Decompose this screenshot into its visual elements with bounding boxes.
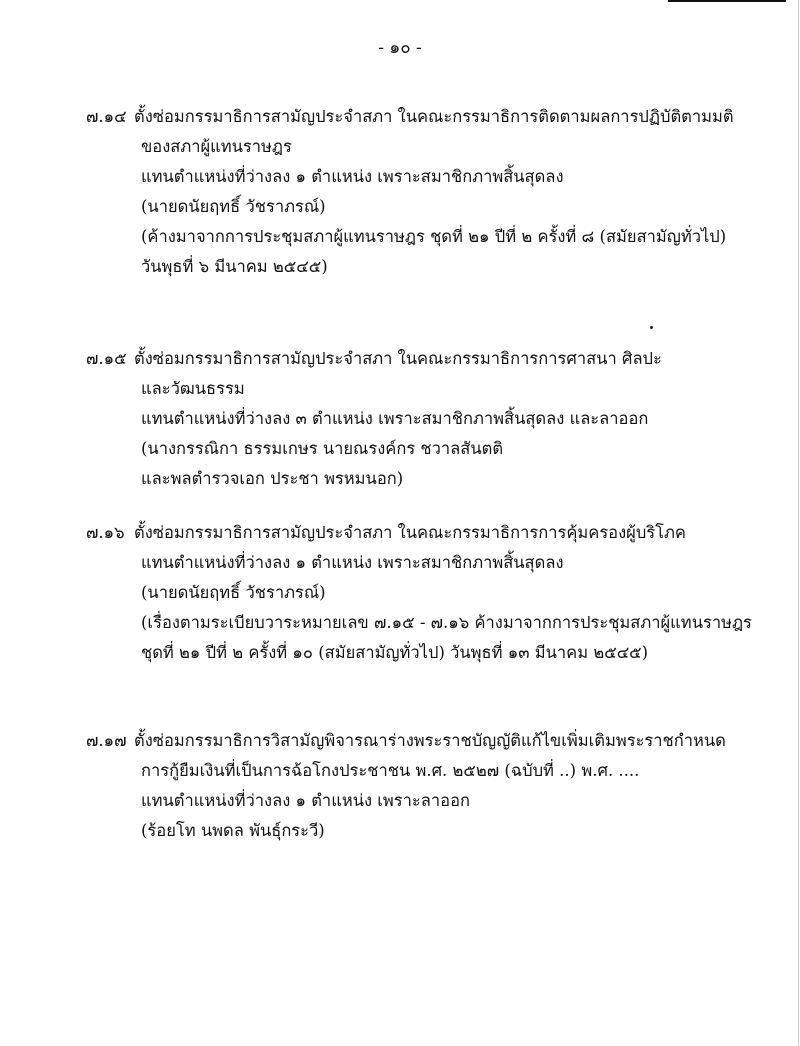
agenda-item-7-17: [86, 726, 776, 846]
item-line: [86, 434, 776, 464]
item-line: [86, 518, 776, 548]
item-line: [86, 404, 776, 434]
item-text: แทนตำแหน่งที่ว่างลง ๑ ตำแหน่ง เพราะสมาชิกภาพสิ้นสุดลง: [141, 167, 564, 186]
item-number: ๗.๑๔: [86, 107, 127, 126]
item-number: ๗.๑๕: [86, 349, 127, 368]
item-line: [86, 222, 776, 252]
item-number: ๗.๑๖: [86, 523, 125, 542]
item-text: (นางกรรณิกา ธรรมเกษร นายณรงค์กร ชวาลสันตติ: [141, 439, 504, 458]
item-text: แทนตำแหน่งที่ว่างลง ๑ ตำแหน่ง เพราะลาออก: [141, 791, 470, 810]
agenda-item-7-16: [86, 518, 776, 668]
item-line: [86, 548, 776, 578]
top-edge-line: [668, 0, 786, 2]
item-title: ตั้งซ่อมกรรมาธิการวิสามัญพิจารณาร่างพระราชบัญญัติแก้ไขเพิ่มเติมพระราชกำหนด: [134, 731, 726, 750]
item-text: (นายดนัยฤทธิ์ วัชราภรณ์): [141, 197, 326, 216]
scan-speck: [650, 326, 653, 329]
item-line: [86, 608, 776, 638]
agenda-item-7-14: [86, 102, 776, 282]
item-line: [86, 344, 776, 374]
item-text: แทนตำแหน่งที่ว่างลง ๓ ตำแหน่ง เพราะสมาชิกภาพสิ้นสุดลง และลาออก: [141, 409, 649, 428]
item-line: [86, 132, 776, 162]
item-line: [86, 464, 776, 494]
item-text: (ค้างมาจากการประชุมสภาผู้แทนราษฎร ชุดที่ ๒๑ ปีที่ ๒ ครั้งที่ ๘ (สมัยสามัญทั่วไป): [141, 227, 727, 246]
item-line: [86, 102, 776, 132]
item-line: [86, 374, 776, 404]
item-line: [86, 578, 776, 608]
item-line: [86, 192, 776, 222]
item-number: ๗.๑๗: [86, 731, 127, 750]
scan-edge: [798, 0, 799, 1046]
item-line: [86, 756, 776, 786]
item-line: [86, 816, 776, 846]
item-text: ของสภาผู้แทนราษฎร: [141, 137, 292, 156]
item-text: การกู้ยืมเงินที่เป็นการฉ้อโกงประชาชน พ.ศ. ๒๕๒๗ (ฉบับที่ ..) พ.ศ. ....: [141, 761, 640, 780]
agenda-item-7-15: [86, 344, 776, 494]
item-text: และพลตำรวจเอก ประชา พรหมนอก): [141, 469, 404, 488]
item-title: ตั้งซ่อมกรรมาธิการสามัญประจำสภา ในคณะกรรมาธิการการศาสนา ศิลปะ: [134, 349, 662, 368]
item-text: (เรื่องตามระเบียบวาระหมายเลข ๗.๑๕ - ๗.๑๖ ค้างมาจากการประชุมสภาผู้แทนราษฎร: [141, 613, 752, 632]
item-line: [86, 786, 776, 816]
page-number: - ๑๐ -: [378, 38, 422, 58]
item-line: [86, 252, 776, 282]
item-text: ชุดที่ ๒๑ ปีที่ ๒ ครั้งที่ ๑๐ (สมัยสามัญทั่วไป) วันพุธที่ ๑๓ มีนาคม ๒๕๔๕): [141, 643, 649, 662]
item-line: [86, 162, 776, 192]
item-text: และวัฒนธรรม: [141, 379, 245, 398]
item-text: (นายดนัยฤทธิ์ วัชราภรณ์): [141, 583, 326, 602]
item-line: [86, 726, 776, 756]
item-text: แทนตำแหน่งที่ว่างลง ๑ ตำแหน่ง เพราะสมาชิกภาพสิ้นสุดลง: [141, 553, 564, 572]
item-line: [86, 638, 776, 668]
item-text: (ร้อยโท นพดล พันธุ์กระวี): [141, 821, 325, 840]
item-title: ตั้งซ่อมกรรมาธิการสามัญประจำสภา ในคณะกรรมาธิการติดตามผลการปฏิบัติตามมติ: [134, 107, 734, 126]
item-title: ตั้งซ่อมกรรมาธิการสามัญประจำสภา ในคณะกรรมาธิการการคุ้มครองผู้บริโภค: [134, 523, 686, 542]
item-text: วันพุธที่ ๖ มีนาคม ๒๕๔๕): [141, 257, 328, 276]
